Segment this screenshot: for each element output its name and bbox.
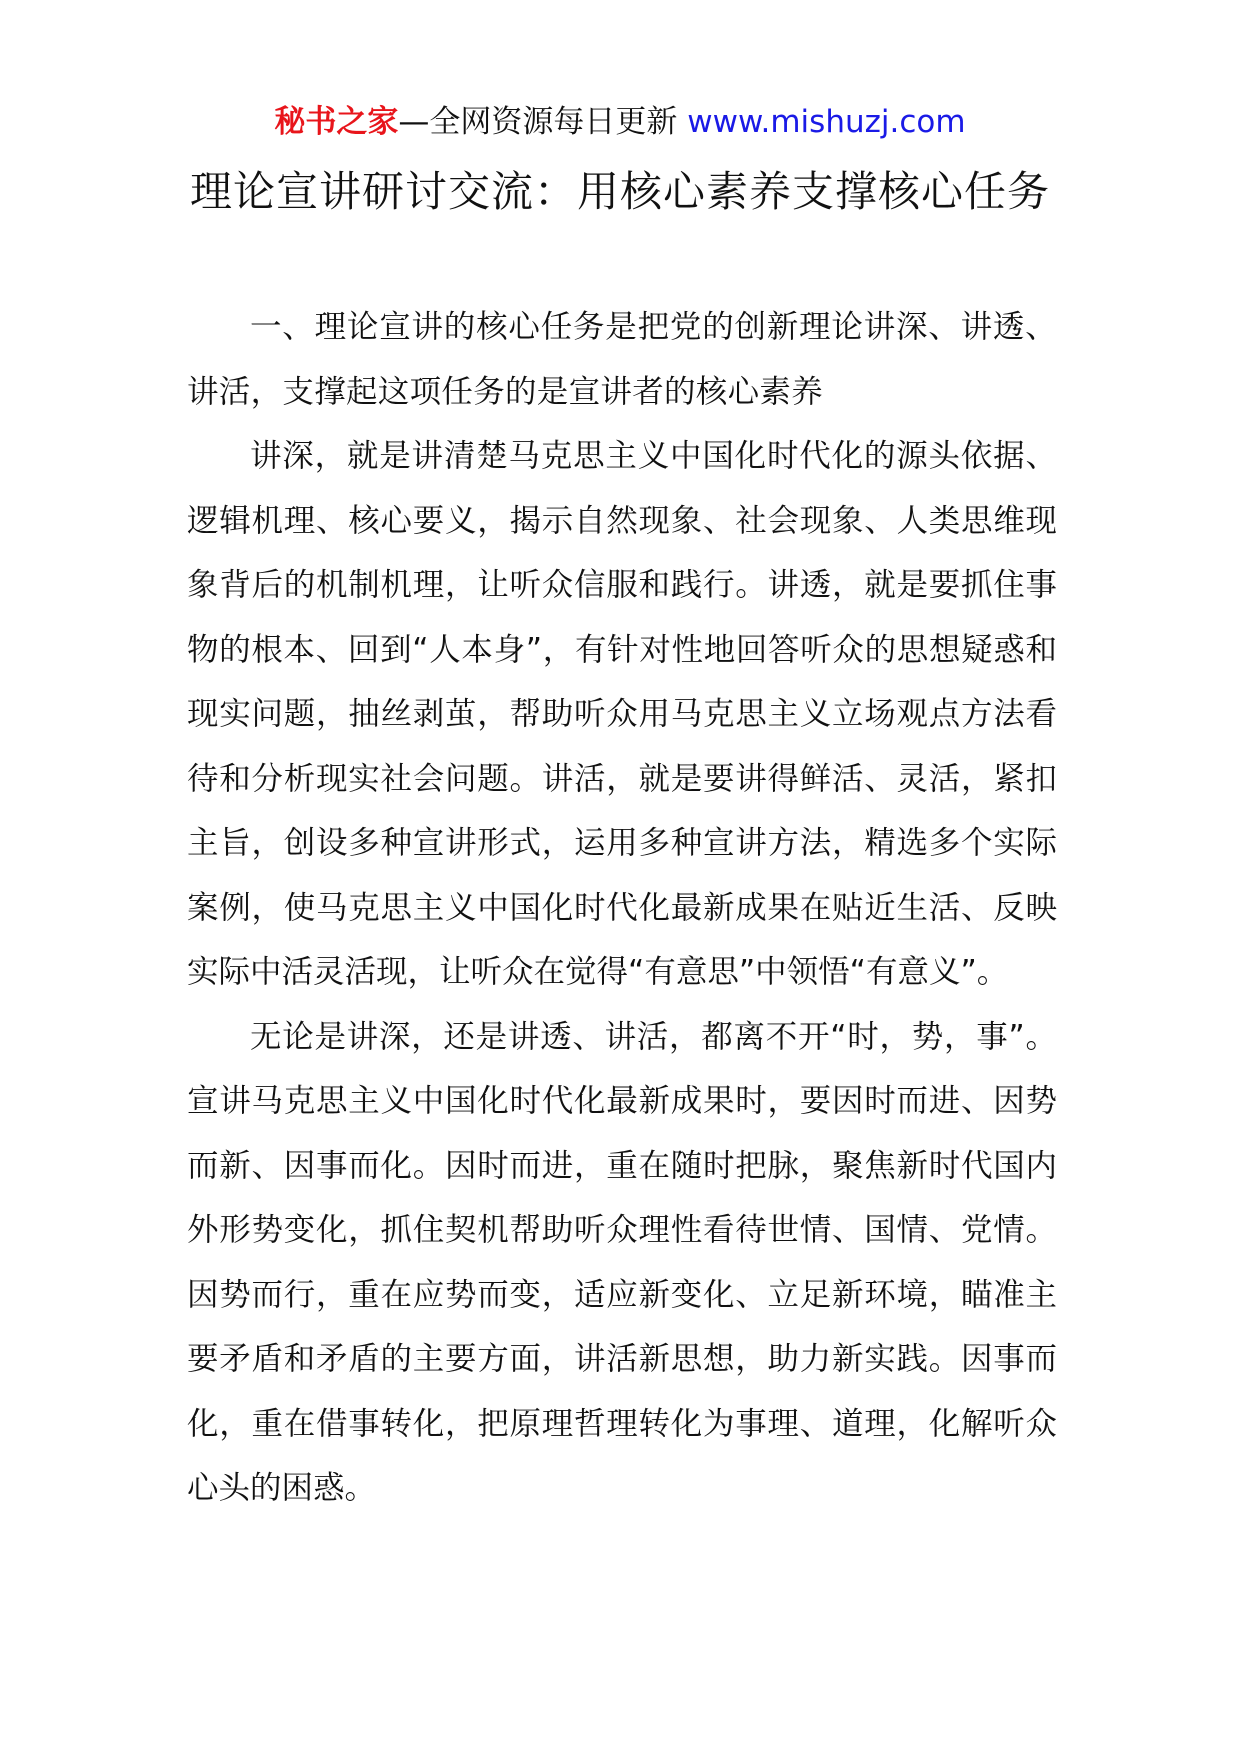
body-paragraph: 无论是讲深，还是讲透、讲活，都离不开“时，势，事”。宣讲马克思主义中国化时代化最新成果时，要因时而进、因势而新、因事而化。因时而进，重在随时把脉，聚焦新时代国内外形势变化，抓住契机帮助听众理性看待世情、国情、党情。因势而行，重在应势而变，适应新变化、立足新环境，瞄准主要矛盾和矛盾的主要方面，讲活新思想，助力新实践。因事而化，重在借事转化，把原理哲理转化为事理、道理，化解听众心头的困惑。 bbox=[187, 1018, 1057, 1506]
document-body bbox=[187, 295, 1057, 1521]
brand-name: 秘书之家 bbox=[274, 104, 399, 140]
section-heading-paragraph: 一、理论宣讲的核心任务是把党的创新理论讲深、讲透、讲活，支撑起这项任务的是宣讲者的核心素养 bbox=[187, 309, 1057, 410]
header-tagline: —全网资源每日更新 bbox=[398, 104, 688, 140]
site-url-link[interactable]: www.mishuzj.com bbox=[687, 104, 966, 140]
document-title: 理论宣讲研讨交流：用核心素养支撑核心任务 bbox=[189, 167, 1050, 216]
site-header bbox=[0, 100, 1240, 144]
body-paragraph: 讲深，就是讲清楚马克思主义中国化时代化的源头依据、逻辑机理、核心要义，揭示自然现象、社会现象、人类思维现象背后的机制机理，让听众信服和践行。讲透，就是要抓住事物的根本、回到“人本身”，有针对性地回答听众的思想疑惑和现实问题，抽丝剥茧，帮助听众用马克思主义立场观点方法看待和分析现实社会问题。讲活，就是要讲得鲜活、灵活，紧扣主旨，创设多种宣讲形式，运用多种宣讲方法，精选多个实际案例，使马克思主义中国化时代化最新成果在贴近生活、反映实际中活灵活现，让听众在觉得“有意思”中领悟“有意义”。 bbox=[187, 438, 1057, 990]
